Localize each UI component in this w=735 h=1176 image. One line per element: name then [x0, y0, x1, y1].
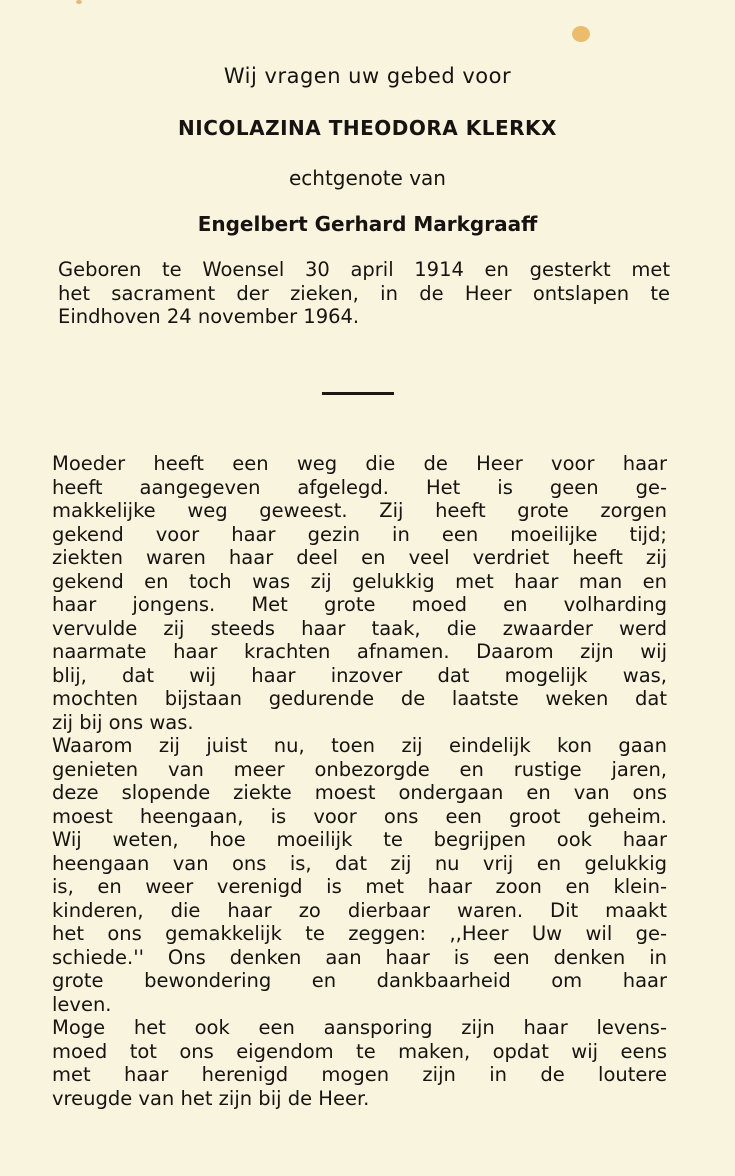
text-line: deze slopende ziekte moest ondergaan en van ons — [52, 781, 667, 804]
deceased-name: NICOLAZINA THEODORA KLERKX — [178, 116, 557, 140]
text-line: is, en weer verenigd is met haar zoon en klein- — [52, 875, 667, 898]
text-line: grote bewondering en dankbaarheid om haar — [52, 969, 667, 992]
text-line: leven. — [52, 992, 112, 1016]
text-line: naarmate haar krachten afnamen. Daarom zijn wij — [52, 640, 667, 663]
text-line: Geboren te Woensel 30 april 1914 en gesterkt met — [58, 258, 670, 281]
birth-death-paragraph — [58, 258, 670, 329]
text-line: het sacrament der zieken, in de Heer ontslapen te — [58, 281, 670, 305]
text-line: heeft aangegeven afgelegd. Het is geen ge- — [52, 475, 667, 499]
text-line: kinderen, die haar zo dierbaar waren. Dit maakt — [52, 898, 667, 922]
text-line: genieten van meer onbezorgde en rustige jaren, — [52, 757, 667, 781]
divider-rule — [322, 392, 394, 395]
text-line: met haar herenigd mogen zijn in de loutere — [52, 1063, 667, 1086]
text-line: heengaan van ons is, dat zij nu vrij en gelukkig — [52, 851, 667, 875]
text-line: Moeder heeft een weg die de Heer voor haar — [52, 452, 667, 475]
spouse-name: Engelbert Gerhard Markgraaff — [197, 212, 538, 236]
text-line: zij bij ons was. — [52, 710, 194, 734]
text-line: Moge het ook een aansporing zijn haar levens- — [52, 1016, 667, 1039]
text-line: moed tot ons eigendom te maken, opdat wij eens — [52, 1039, 667, 1063]
relation-text: echtgenote van — [288, 166, 446, 190]
text-line: schiede.'' Ons denken aan haar is een denken in — [52, 945, 667, 969]
text-line: vervulde zij steeds haar taak, die zwaarder werd — [52, 616, 667, 640]
paper-stain — [572, 26, 590, 42]
text-line: makkelijke weg geweest. Zij heeft grote zorgen — [52, 499, 667, 522]
paper-stain — [76, 0, 82, 4]
text-line: Wij weten, hoe moeilijk te begrijpen ook haar — [52, 828, 667, 851]
text-line: gekend voor haar gezin in een moeilijke tijd; — [52, 522, 667, 546]
text-line: ziekten waren haar deel en veel verdriet heeft zij — [52, 546, 667, 569]
text-line: het ons gemakkelijk te zeggen: ,,Heer Uw wil ge- — [52, 922, 667, 945]
text-line: Waarom zij juist nu, toen zij eindelijk kon gaan — [52, 734, 667, 757]
text-line: blij, dat wij haar inzover dat mogelijk was, — [52, 663, 667, 687]
text-line: gekend en toch was zij gelukkig met haar man en — [52, 569, 667, 593]
text-line: Eindhoven 24 november 1964. — [58, 305, 360, 328]
text-line: mochten bijstaan gedurende de laatste weken dat — [52, 687, 667, 710]
prayer-request-heading: Wij vragen uw gebed voor — [223, 64, 512, 88]
text-line: haar jongens. Met grote moed en volharding — [52, 593, 667, 616]
memorial-text — [52, 452, 667, 1110]
text-line: moest heengaan, is voor ons een groot geheim. — [52, 804, 667, 828]
text-line: vreugde van het zijn bij de Heer. — [52, 1086, 370, 1110]
